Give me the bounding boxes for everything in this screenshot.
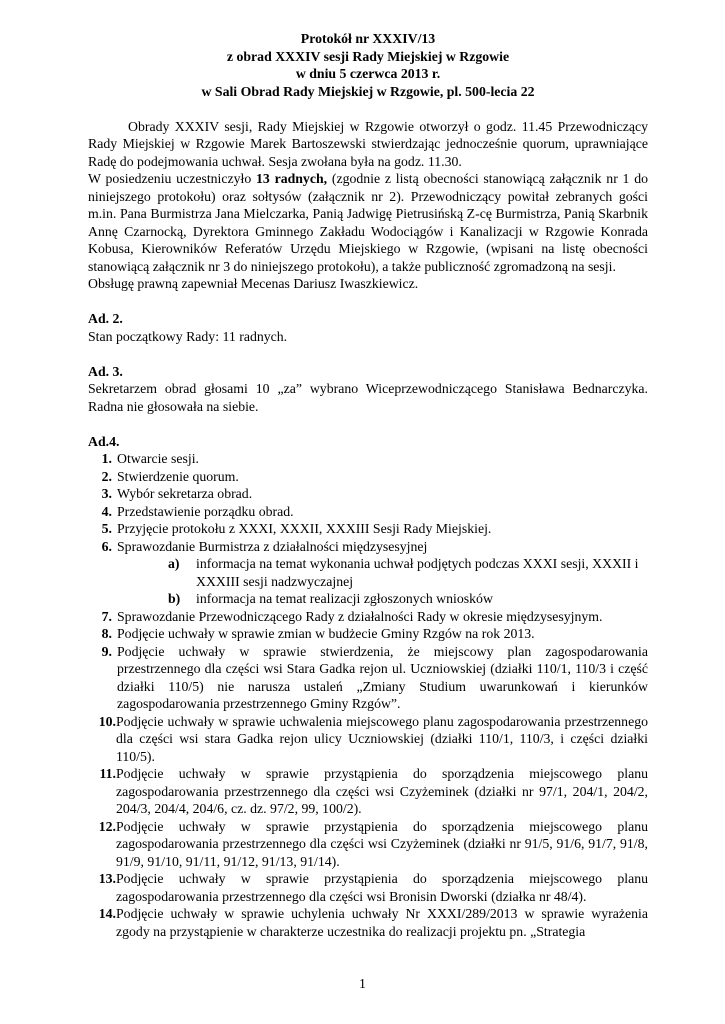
attendance-count: 13 radnych, — [256, 171, 328, 186]
ad3-heading: Ad. 3. — [88, 363, 123, 379]
document-header — [88, 30, 648, 100]
agenda-item: 7. Sprawozdanie Przewodniczącego Rady z działalności Rady w okresie międzysesyjnym. — [101, 608, 603, 624]
ad2-heading: Ad. 2. — [88, 311, 123, 326]
agenda-subitem: a) informacja na temat wykonania uchwał podjętych podczas XXXI sesji, XXXII i XXXIII sesji nadzwyczajnej — [168, 556, 639, 589]
agenda-item: 14. Podjęcie uchwały w sprawie uchylenia uchwały Nr XXXI/289/2013 w sprawie wyrażenia zgody na przystąpienie w charakterze uczestnika do realizacji projektu pn. „Strategia — [98, 906, 648, 939]
header-session: z obrad XXXIV sesji Rady Miejskiej w Rzgowie — [226, 48, 510, 64]
header-date: w dniu 5 czerwca 2013 r. — [295, 66, 441, 81]
header-title: Protokół nr XXXIV/13 — [300, 31, 436, 46]
agenda-item: 9. Podjęcie uchwały w sprawie stwierdzenia, że miejscowy plan zagospodarowania przestrzennego dla części wsi Stara Gadka rejon ul. Uczniowskiej (działki 110/1, 110/3 i część działki 110/5) nie narusza ustaleń „Zmiany Studium uwarunkowań i kierunków zagospodarowania przestrzennego Gminy Rzgów”. — [101, 643, 648, 711]
agenda-item: 8. Podjęcie uchwały w sprawie zmian w budżecie Gminy Rzgów na rok 2013. — [101, 626, 535, 641]
page-number: 1 — [359, 976, 366, 991]
intro-paragraph: Obrady XXXIV sesji, Rady Miejskiej w Rzgowie otworzył o godz. 11.45 Przewodniczący Rady Miejskiej w Rzgowie Marek Bartoszewski stwierdzając jednocześnie quorum, uprawniające Radę do podejmowania uchwał. Sesja zwołana była na godz. 11.30. — [88, 118, 648, 169]
agenda-item: 1. Otwarcie sesji. — [101, 451, 199, 466]
agenda-subitem: b) informacja na temat realizacji zgłoszonych wniosków — [168, 591, 493, 606]
agenda-item: 2. Stwierdzenie quorum. — [101, 468, 239, 484]
agenda-item: 5. Przyjęcie protokołu z XXXI, XXXII, XXXIII Sesji Rady Miejskiej. — [101, 521, 492, 536]
agenda-item: 12. Podjęcie uchwały w sprawie przystąpienia do sporządzenia miejscowego planu zagospodarowania przestrzennego dla części wsi Czyżeminek (działki nr 91/5, 91/6, 91/7, 91/8, 91/9, 91/10, 91/11, 91/12, 91/13, 91/14). — [98, 818, 648, 869]
agenda-item: 11. Podjęcie uchwały w sprawie przystąpienia do sporządzenia miejscowego planu zagospodarowania przestrzennego dla części wsi Czyżeminek (działki nr 97/1, 204/1, 204/2, 204/3, 204/4, 204/6, cz. dz. 97/2, 99, 100/2). — [99, 766, 648, 816]
ad3-text: Sekretarzem obrad głosami 10 „za” wybrano Wiceprzewodniczącego Stanisława Bednarczyka. Radna nie głosowała na siebie. — [88, 381, 648, 414]
agenda-list — [88, 450, 648, 940]
agenda-item: 3. Wybór sekretarza obrad. — [101, 486, 253, 501]
ad4-heading: Ad.4. — [88, 433, 120, 449]
ad2-text: Stan początkowy Rady: 11 radnych. — [88, 328, 288, 344]
header-location: w Sali Obrad Rady Miejskiej w Rzgowie, pl. 500-lecia 22 — [201, 83, 535, 99]
agenda-item: 6. Sprawozdanie Burmistrza z działalności międzysesyjnej — [101, 538, 428, 554]
agenda-item: 10. Podjęcie uchwały w sprawie uchwalenia miejscowego planu zagospodarowania przestrzennego dla części wsi stara Gadka rejon ulicy Uczniowskiej (działki 110/1, 110/3, i części działki 110/5). — [98, 713, 648, 764]
attendance-paragraph: W posiedzeniu uczestniczyło 13 radnych, (zgodnie z listą obecności stanowiącą załącznik nr 1 do niniejszego protokołu) oraz sołtysów (załącznik nr 2). Przewodniczący powitał zebranych gości m.in. Pana Burmistrza Jana Mielczarka, Panią Jadwigę Pietrusińską Z-cę Burmistrza, Panią Skarbnik Annę Czarnocką, Dyrektora Gminnego Zakładu Wodociągów i Kanalizacji w Rzgowie Konrada Kobusa, Kierowników Referatów Urzędu Miejskiego w Rzgowie, (wpisani na listę obecności stanowiącą załącznik nr 3 do niniejszego protokołu), a także publiczność zgromadzoną na sesji. — [88, 171, 648, 274]
agenda-item: 13. Podjęcie uchwały w sprawie przystąpienia do sporządzenia miejscowego planu zagospodarowania przestrzennego dla części wsi Bronisin Dworski (działka nr 48/4). — [98, 871, 648, 904]
legal-service-paragraph: Obsługę prawną zapewniał Mecenas Dariusz Iwaszkiewicz. — [88, 276, 419, 291]
document-page — [88, 30, 648, 940]
agenda-item: 4. Przedstawienie porządku obrad. — [101, 503, 294, 519]
